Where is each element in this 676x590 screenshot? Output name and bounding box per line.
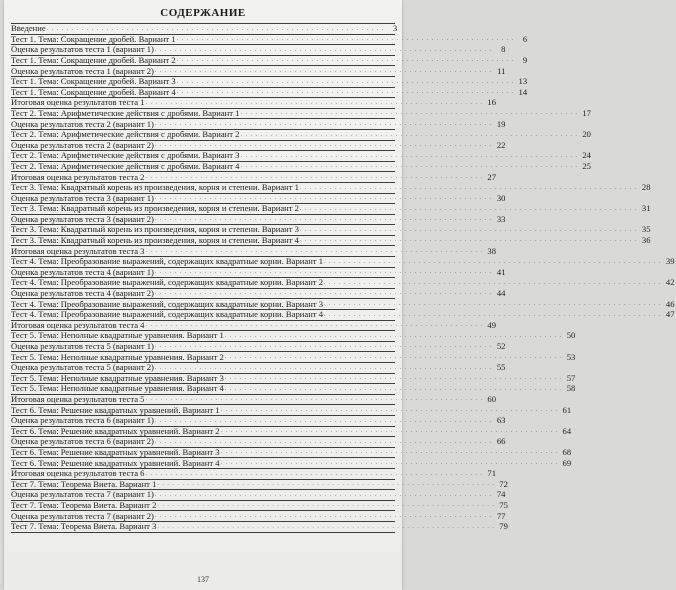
- toc-entry-page: 52: [496, 341, 506, 351]
- toc-entry-label: Оценка результатов теста 6 (вариант 1): [11, 415, 154, 426]
- dot-leader: . . . . . . . . . . . . . . . . . . . . . . . . . . . . . . . . . . . . . . . . . . . . . . . . . . . . . . . . . . . . . . . . . . . .: [240, 163, 578, 170]
- toc-entry-page: 35: [641, 224, 651, 235]
- dot-leader: . . . . . . . . . . . . . . . . . . . . . . . . . . . . . . . . . . . . . . . . . . . . . . . . . . . . . . . . . . . . . . . . . . . .: [145, 248, 483, 255]
- dot-leader: . . . . . . . . . . . . . . . . . . . . . . . . . . . . . . . . . . . . . . . . . . . . . . . . . . . . . . . . . . . . . . . . . . . .: [157, 502, 495, 509]
- toc-entry-label: Оценка результатов теста 1 (вариант 2): [11, 65, 154, 76]
- toc-entry-label: Тест 3. Тема: Квадратный корень из произведения, корня и степени. Вариант 2: [11, 203, 299, 214]
- toc-entry: [11, 521, 508, 533]
- toc-entry-label: Тест 5. Тема: Неполные квадратные уравнения. Вариант 2: [11, 351, 224, 362]
- toc-entry-page: 14: [518, 86, 528, 97]
- dot-leader: . . . . . . . . . . . . . . . . . . . . . . . . . . . . . . . . . . . . . . . . . . . . . . . . . . . . . . . . . . . . . . . . . . . .: [220, 428, 559, 435]
- dot-leader: . . . . . . . . . . . . . . . . . . . . . . . . . . . . . . . . . . . . . . . . . . . . . . . . . . . . . . . . . . . . . . . . . . . .: [154, 120, 493, 127]
- book-page: [4, 0, 675, 590]
- toc-entry: [11, 235, 651, 247]
- toc-entry-page: 68: [562, 446, 572, 457]
- toc-entry-page: 63: [496, 415, 506, 426]
- dot-leader: . . . . . . . . . . . . . . . . . . . . . . . . . . . . . . . . . . . . . . . . . . . . . . . . . . . . . . . . . . . . . . . . . . . .: [224, 354, 563, 360]
- dot-leader: . . . . . . . . . . . . . . . . . . . . . . . . . . . . . . . . . . . . . . . . . . . . . . . . . . . . . . . . . . . . . . . . . . . .: [224, 332, 563, 339]
- table-of-contents: [11, 23, 675, 533]
- toc-entry-label: Тест 5. Тема: Неполные квадратные уравнения. Вариант 1: [11, 330, 224, 341]
- dot-leader: . . . . . . . . . . . . . . . . . . . . . . . . . . . . . . . . . . . . . . . . . . . . . . . . . . . . . . . . . . . . . . . . . . . .: [154, 46, 493, 53]
- toc-entry-label: Тест 2. Тема: Арифметические действия с дробями. Вариант 3: [11, 150, 240, 161]
- toc-entry-label: Итоговая оценка результатов теста 3: [11, 245, 145, 256]
- dot-leader: . . . . . . . . . . . . . . . . . . . . . . . . . . . . . . . . . . . . . . . . . . . . . . . . . . . . . . . . . . . . . . . . . . . .: [299, 184, 638, 191]
- toc-entry-label: Итоговая оценка результатов теста 2: [11, 171, 145, 182]
- toc-entry-page: 3: [392, 23, 398, 34]
- dot-leader: . . . . . . . . . . . . . . . . . . . . . . . . . . . . . . . . . . . . . . . . . . . . . . . . . . . . . . . . . . . . . . . . . . . .: [240, 152, 578, 159]
- toc-entry-page: 49: [487, 319, 496, 330]
- toc-entry: [11, 129, 591, 141]
- dot-leader: . . . . . . . . . . . . . . . . . . . . . . . . . . . . . . . . . . . . . . . . . . . . . . . . . . . . . . . . . . . . . . . . . . . .: [145, 173, 483, 180]
- toc-entry-label: Итоговая оценка результатов теста 5: [11, 393, 145, 404]
- dot-leader: . . . . . . . . . . . . . . . . . . . . . . . . . . . . . . . . . . . . . . . . . . . . . . . . . . . . . . . . . . . . . . . . . . . .: [154, 269, 493, 276]
- toc-entry-page: 22: [496, 139, 506, 150]
- dot-leader: . . . . . . . . . . . . . . . . . . . . . . . . . . . . . . . . . . . . . . . . . . . . . . . . . . . . . . . . . . . . . . . . . . . .: [154, 438, 493, 445]
- toc-entry-page: 17: [582, 107, 591, 118]
- toc-entry-label: Оценка результатов теста 4 (вариант 1): [11, 266, 154, 277]
- toc-entry: [11, 499, 508, 512]
- toc-entry-page: 66: [496, 436, 506, 447]
- toc-entry-page: 33: [496, 213, 506, 224]
- toc-entry-page: 57: [566, 372, 576, 383]
- toc-entry-label: Тест 3. Тема: Квадратный корень из произведения, корня и степени. Вариант 1: [11, 182, 299, 193]
- toc-entry-page: 74: [496, 489, 506, 500]
- toc-entry: [11, 446, 572, 459]
- dot-leader: . . . . . . . . . . . . . . . . . . . . . . . . . . . . . . . . . . . . . . . . . . . . . . . . . . . . . . . . . . . . . . . . . . . .: [324, 311, 662, 318]
- toc-entry-label: Итоговая оценка результатов теста 1: [11, 97, 145, 108]
- toc-entry-page: 55: [496, 362, 506, 373]
- toc-entry: [11, 160, 591, 173]
- toc-entry-label: Тест 6. Тема: Решение квадратных уравнений. Вариант 1: [11, 404, 220, 415]
- toc-entry-page: 47: [665, 309, 675, 320]
- toc-entry-page: 31: [641, 203, 651, 214]
- toc-entry-label: Итоговая оценка результатов теста 4: [11, 319, 145, 330]
- toc-entry-label: Введение: [11, 23, 46, 34]
- dot-leader: . . . . . . . . . . . . . . . . . . . . . . . . . . . . . . . . . . . . . . . . . . . . . . . . . . . . . . . . . . . . . . . . . . . .: [299, 205, 638, 212]
- toc-entry-page: 50: [566, 330, 576, 341]
- toc-entry-label: Оценка результатов теста 5 (вариант 1): [11, 341, 154, 351]
- toc-entry-page: 20: [582, 129, 591, 140]
- dot-leader: . . . . . . . . . . . . . . . . . . . . . . . . . . . . . . . . . . . . . . . . . . . . . . . . . . . . . . . . . . . . . . . . . . . .: [299, 226, 638, 233]
- page-title: СОДЕРЖАНИЕ: [160, 7, 246, 19]
- toc-entry-label: Тест 2. Тема: Арифметические действия с дробями. Вариант 4: [11, 160, 240, 171]
- dot-leader: . . . . . . . . . . . . . . . . . . . . . . . . . . . . . . . . . . . . . . . . . . . . . . . . . . . . . . . . . . . . . . . . . . . .: [154, 343, 493, 350]
- dot-leader: . . . . . . . . . . . . . . . . . . . . . . . . . . . . . . . . . . . . . . . . . . . . . . . . . . . . . . . . . . . . . . . . . . . .: [154, 364, 493, 371]
- dot-leader: . . . . . . . . . . . . . . . . . . . . . . . . . . . . . . . . . . . . . . . . . . . . . . . . . . . . . . . . . . . . . . . . . . . .: [220, 406, 559, 413]
- toc-entry-page: 27: [487, 171, 496, 182]
- toc-entry-page: 24: [582, 150, 591, 161]
- toc-entry: [11, 468, 496, 480]
- toc-entry: [11, 393, 496, 406]
- toc-entry-page: 9: [522, 54, 528, 65]
- toc-entry-label: Оценка результатов теста 3 (вариант 2): [11, 213, 154, 224]
- toc-entry-label: Тест 4. Тема: Преобразование выражений, содержащих квадратные корни. Вариант 4: [11, 309, 323, 320]
- toc-entry-label: Тест 7. Тема: Теорема Виета. Вариант 1: [11, 478, 157, 489]
- dot-leader: . . . . . . . . . . . . . . . . . . . . . . . . . . . . . . . . . . . . . . . . . . . . . . . . . . . . . . . . . . . . . . . . . . . .: [324, 301, 662, 308]
- dot-leader: . . . . . . . . . . . . . . . . . . . . . . . . . . . . . . . . . . . . . . . . . . . . . . . . . . . . . . . . . . . . . . . . . . . .: [324, 258, 662, 265]
- dot-leader: . . . . . . . . . . . . . . . . . . . . . . . . . . . . . . . . . . . . . . . . . . . . . . . . . . . . . . . . . . . . . . . . . . . .: [145, 99, 483, 106]
- toc-entry-page: 72: [499, 478, 508, 489]
- dot-leader: . . . . . . . . . . . . . . . . . . . . . . . . . . . . . . . . . . . . . . . . . . . . . . . . . . . . . . . . . . . . . . . . . . . .: [240, 110, 578, 117]
- toc-entry-page: 13: [518, 76, 528, 87]
- toc-entry-page: 38: [487, 245, 496, 256]
- toc-entry-label: Тест 5. Тема: Неполные квадратные уравнения. Вариант 3: [11, 372, 224, 383]
- dot-leader: . . . . . . . . . . . . . . . . . . . . . . . . . . . . . . . . . . . . . . . . . . . . . . . . . . . . . . . . . . . . . . . . . . . .: [220, 459, 559, 466]
- toc-entry-label: Оценка результатов теста 7 (вариант 1): [11, 489, 154, 500]
- toc-entry-label: Тест 1. Тема: Сокращение дробей. Вариант 4: [11, 86, 176, 97]
- page-number: 137: [197, 575, 209, 584]
- toc-entry-label: Оценка результатов теста 5 (вариант 2): [11, 362, 154, 373]
- toc-entry: [11, 76, 528, 88]
- toc-entry: [11, 107, 591, 120]
- toc-entry-label: Оценка результатов теста 1 (вариант 1): [11, 44, 154, 55]
- toc-entry: [11, 54, 528, 67]
- dot-leader: . . . . . . . . . . . . . . . . . . . . . . . . . . . . . . . . . . . . . . . . . . . . . . . . . . . . . . . . . . . . . . . . . . . .: [324, 279, 662, 286]
- toc-entry-label: Тест 4. Тема: Преобразование выражений, содержащих квадратные корни. Вариант 2: [11, 277, 323, 288]
- dot-leader: . . . . . . . . . . . . . . . . . . . . . . . . . . . . . . . . . . . . . . . . . . . . . . . . . . . . . . . . . . . . . . . . . . . .: [154, 142, 493, 149]
- toc-entry-page: 41: [496, 266, 506, 277]
- dot-leader: . . . . . . . . . . . . . . . . . . . . . . . . . . . . . . . . . . . . . . . . . . . . . . . . . . . . . . . . . . . . . . . . . . . .: [154, 195, 493, 202]
- toc-entry-label: Тест 6. Тема: Решение квадратных уравнений. Вариант 4: [11, 457, 220, 468]
- toc-entry-label: Оценка результатов теста 2 (вариант 1): [11, 118, 154, 129]
- dot-leader: . . . . . . . . . . . . . . . . . . . . . . . . . . . . . . . . . . . . . . . . . . . . . . . . . . . . . . . . . . . . . . . . . . . .: [145, 396, 483, 403]
- toc-entry-label: Тест 1. Тема: Сокращение дробей. Вариант 3: [11, 76, 176, 87]
- toc-entry-page: 77: [496, 510, 506, 521]
- toc-entry-page: 53: [566, 351, 576, 362]
- toc-entry-page: 44: [496, 288, 506, 299]
- dot-leader: . . . . . . . . . . . . . . . . . . . . . . . . . . . . . . . . . . . . . . . . . . . . . . . . . . . . . . . . . . . . . . . . . . . .: [176, 89, 515, 96]
- dot-leader: . . . . . . . . . . . . . . . . . . . . . . . . . . . . . . . . . . . . . . . . . . . . . . . . . . . . . . . . . . . . . . . . . . . .: [145, 470, 483, 477]
- toc-entry-label: Итоговая оценка результатов теста 6: [11, 468, 145, 479]
- toc-entry-page: 61: [562, 404, 572, 415]
- dot-leader: . . . . . . . . . . . . . . . . . . . . . . . . . . . . . . . . . . . . . . . . . . . . . . . . . . . . . . . . . . . . . . . . . . . .: [145, 322, 483, 329]
- toc-entry-label: Оценка результатов теста 4 (вариант 2): [11, 288, 154, 299]
- toc-entry-page: 64: [562, 425, 572, 436]
- toc-entry-label: Тест 1. Тема: Сокращение дробей. Вариант 1: [11, 33, 176, 44]
- toc-entry: [11, 288, 506, 300]
- toc-entry: [11, 415, 506, 427]
- toc-entry: [11, 362, 506, 374]
- toc-entry-page: 39: [665, 256, 675, 267]
- dot-leader: . . . . . . . . . . . . . . . . . . . . . . . . . . . . . . . . . . . . . . . . . . . . . . . . . . . . . . . . . . . . . . . . . . . .: [157, 481, 495, 488]
- toc-entry-label: Тест 6. Тема: Решение квадратных уравнений. Вариант 2: [11, 425, 220, 436]
- toc-entry: [11, 341, 506, 353]
- dot-leader: . . . . . . . . . . . . . . . . . . . . . . . . . . . . . . . . . . . . . . . . . . . . . . . . . . . . . . . . . . . . . . . . . . . .: [154, 290, 493, 297]
- dot-leader: . . . . . . . . . . . . . . . . . . . . . . . . . . . . . . . . . . . . . . . . . . . . . . . . . . . . . . . . . . . . . . . . . . . .: [46, 25, 385, 32]
- toc-entry-page: 16: [487, 97, 496, 108]
- dot-leader: . . . . . . . . . . . . . . . . . . . . . . . . . . . . . . . . . . . . . . . . . . . . . . . . . . . . . . . . . . . . . . . . . . . .: [224, 385, 563, 392]
- toc-entry-label: Тест 6. Тема: Решение квадратных уравнений. Вариант 3: [11, 446, 220, 457]
- toc-entry-label: Тест 2. Тема: Арифметические действия с дробями. Вариант 1: [11, 107, 240, 118]
- toc-entry-page: 79: [499, 521, 508, 532]
- toc-entry-label: Тест 4. Тема: Преобразование выражений, содержащих квадратные корни. Вариант 3: [11, 298, 323, 309]
- toc-entry-label: Тест 7. Тема: Теорема Виета. Вариант 3: [11, 521, 157, 532]
- toc-entry-page: 28: [641, 182, 651, 193]
- toc-entry-label: Тест 3. Тема: Квадратный корень из произведения, корня и степени. Вариант 3: [11, 224, 299, 235]
- dot-leader: . . . . . . . . . . . . . . . . . . . . . . . . . . . . . . . . . . . . . . . . . . . . . . . . . . . . . . . . . . . . . . . . . . . .: [299, 237, 638, 244]
- dot-leader: . . . . . . . . . . . . . . . . . . . . . . . . . . . . . . . . . . . . . . . . . . . . . . . . . . . . . . . . . . . . . . . . . . . .: [154, 417, 493, 424]
- toc-entry-page: 36: [641, 235, 651, 246]
- toc-entry-label: Тест 7. Тема: Теорема Виета. Вариант 2: [11, 499, 157, 510]
- dot-leader: . . . . . . . . . . . . . . . . . . . . . . . . . . . . . . . . . . . . . . . . . . . . . . . . . . . . . . . . . . . . . . . . . . . .: [154, 491, 493, 498]
- toc-entry-label: Тест 2. Тема: Арифметические действия с дробями. Вариант 2: [11, 129, 240, 140]
- toc-entry-page: 8: [501, 44, 506, 55]
- dot-leader: . . . . . . . . . . . . . . . . . . . . . . . . . . . . . . . . . . . . . . . . . . . . . . . . . . . . . . . . . . . . . . . . . . . .: [154, 67, 493, 74]
- toc-entry-label: Тест 4. Тема: Преобразование выражений, содержащих квадратные корни. Вариант 1: [11, 256, 323, 267]
- toc-entry-page: 46: [665, 298, 675, 309]
- toc-entry-label: Оценка результатов теста 3 (вариант 1): [11, 192, 154, 203]
- toc-entry: [11, 182, 651, 194]
- toc-entry-page: 75: [499, 499, 508, 510]
- toc-entry-page: 11: [497, 65, 506, 76]
- dot-leader: . . . . . . . . . . . . . . . . . . . . . . . . . . . . . . . . . . . . . . . . . . . . . . . . . . . . . . . . . . . . . . . . . . . .: [176, 36, 515, 43]
- toc-entry-label: Тест 3. Тема: Квадратный корень из произведения, корня и степени. Вариант 4: [11, 235, 299, 246]
- toc-entry-page: 58: [566, 383, 576, 394]
- toc-entry-label: Оценка результатов теста 7 (вариант 2): [11, 510, 154, 521]
- toc-entry-page: 6: [522, 33, 528, 44]
- dot-leader: . . . . . . . . . . . . . . . . . . . . . . . . . . . . . . . . . . . . . . . . . . . . . . . . . . . . . . . . . . . . . . . . . . . .: [220, 449, 559, 456]
- toc-entry-page: 30: [496, 192, 506, 203]
- toc-entry-page: 71: [487, 468, 496, 479]
- toc-entry-label: Тест 1. Тема: Сокращение дробей. Вариант 2: [11, 54, 176, 65]
- dot-leader: . . . . . . . . . . . . . . . . . . . . . . . . . . . . . . . . . . . . . . . . . . . . . . . . . . . . . . . . . . . . . . . . . . . .: [176, 57, 515, 64]
- toc-entry-page: 25: [582, 160, 591, 171]
- toc-entry: [11, 23, 398, 35]
- toc-entry-label: Тест 5. Тема: Неполные квадратные уравнения. Вариант 4: [11, 383, 224, 394]
- dot-leader: . . . . . . . . . . . . . . . . . . . . . . . . . . . . . . . . . . . . . . . . . . . . . . . . . . . . . . . . . . . . . . . . . . . .: [240, 131, 578, 138]
- dot-leader: . . . . . . . . . . . . . . . . . . . . . . . . . . . . . . . . . . . . . . . . . . . . . . . . . . . . . . . . . . . . . . . . . . . .: [224, 375, 563, 382]
- toc-entry-page: 42: [665, 277, 675, 288]
- toc-entry-label: Оценка результатов теста 6 (вариант 2): [11, 436, 154, 447]
- toc-entry-page: 69: [562, 457, 572, 468]
- toc-entry-page: 60: [487, 393, 496, 404]
- toc-entry-page: 19: [496, 118, 506, 129]
- dot-leader: . . . . . . . . . . . . . . . . . . . . . . . . . . . . . . . . . . . . . . . . . . . . . . . . . . . . . . . . . . . . . . . . . . . .: [154, 216, 493, 223]
- toc-entry-label: Оценка результатов теста 2 (вариант 2): [11, 139, 154, 150]
- dot-leader: . . . . . . . . . . . . . . . . . . . . . . . . . . . . . . . . . . . . . . . . . . . . . . . . . . . . . . . . . . . . . . . . . . . .: [176, 78, 515, 85]
- dot-leader: . . . . . . . . . . . . . . . . . . . . . . . . . . . . . . . . . . . . . . . . . . . . . . . . . . . . . . . . . . . . . . . . . . . .: [157, 523, 495, 530]
- dot-leader: . . . . . . . . . . . . . . . . . . . . . . . . . . . . . . . . . . . . . . . . . . . . . . . . . . . . . . . . . . . . . . . . . . . .: [154, 512, 493, 519]
